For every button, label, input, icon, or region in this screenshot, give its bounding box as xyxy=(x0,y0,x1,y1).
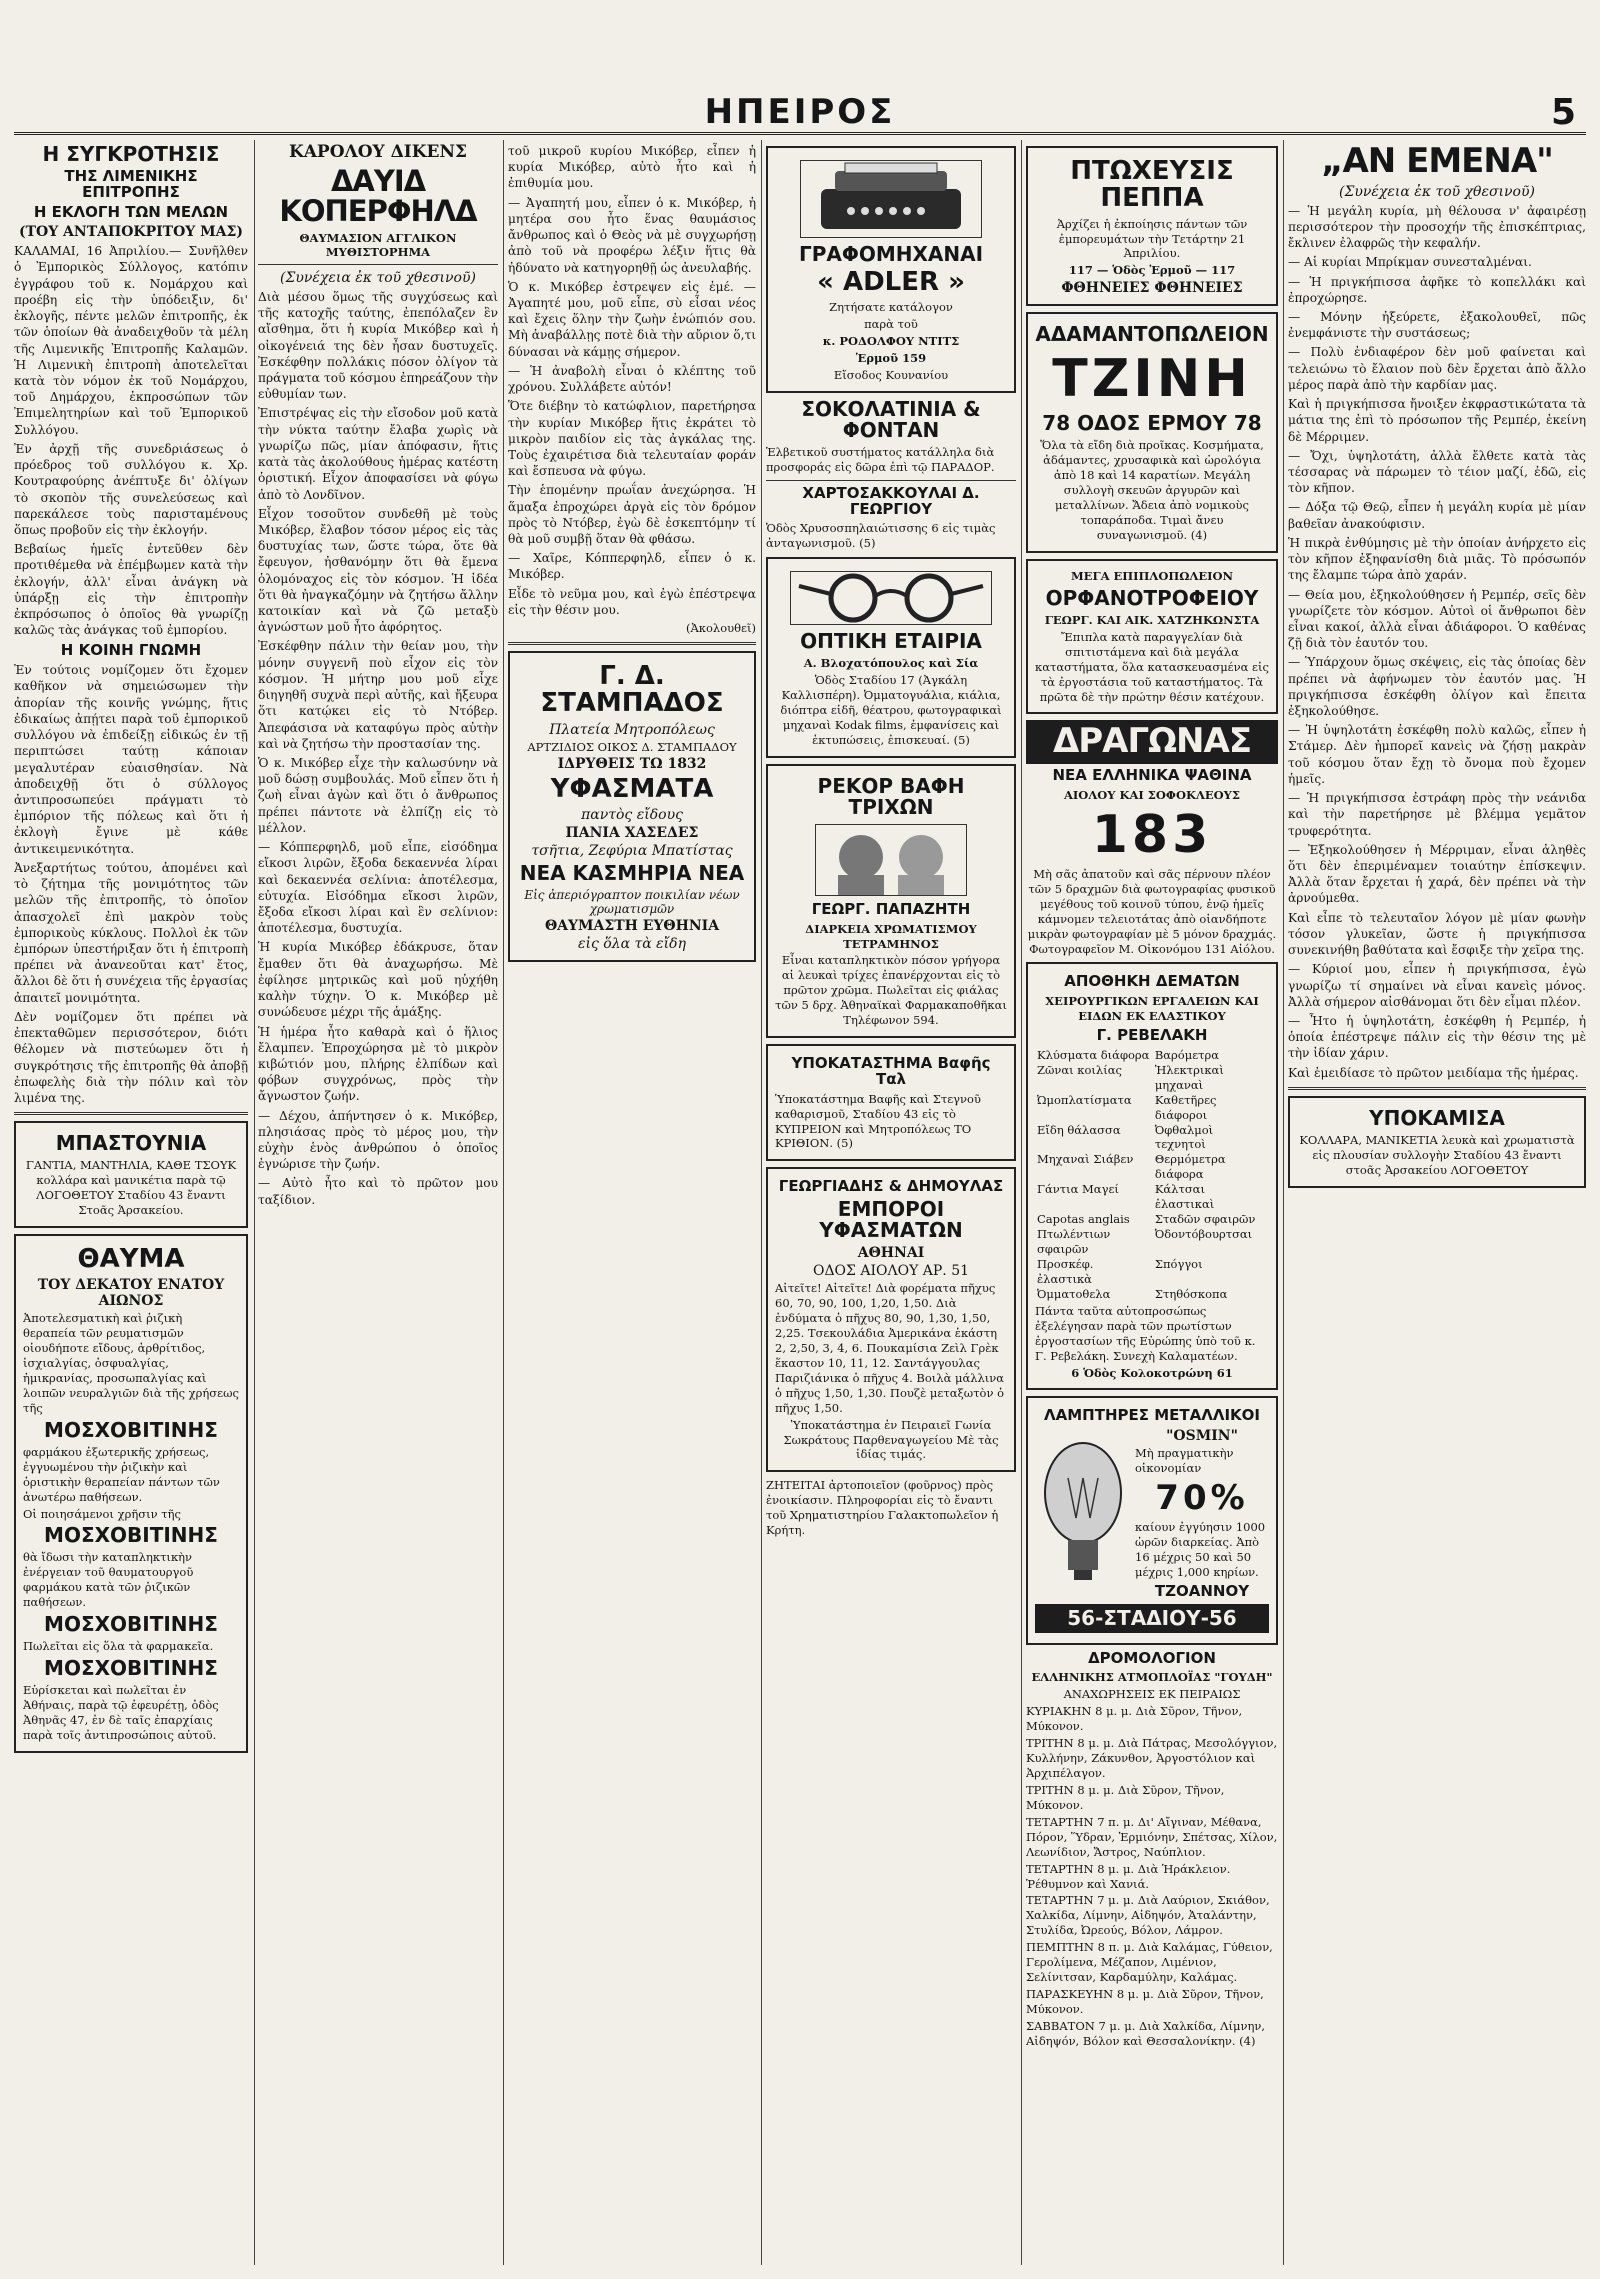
product-item: Θερμόμετρα διάφορα xyxy=(1154,1152,1226,1182)
article-paragraph: Ἀνεξαρτήτως τούτου, ἀπομένει καὶ τὸ ζήτημα τῆς μονιμότητος τῶν μελῶν τῆς ἐπιτροπῆς, τὸ ὁποῖον ἀπασχολεῖ ἐπὶ μακρὸν τοὺς ἐμπορικοὺς κύκλους. Πολλοὶ ἐκ τῶν ἐμπόρων ὑπεστήριξαν ὅτι ἡ ἐπιτροπὴ πρέπει νὰ ἀνανεοῦται κατ' ἔτος, ἄλλοι δὲ ὅτι ἡ συνέχεια τῆς ἐργασίας ἀπαιτεῖ μονιμότητα. xyxy=(14,860,248,1005)
product-row xyxy=(1035,1123,1269,1153)
product-row xyxy=(1035,1227,1269,1257)
product-item: Κλύσματα διάφορα xyxy=(1037,1047,1150,1062)
article-paragraph: — Αἱ κυρίαι Μπρίκμαν συνεσταλμέναι. xyxy=(1288,255,1532,270)
product-item: Ὀφθαλμοὶ τεχνητοὶ xyxy=(1154,1122,1214,1152)
ad-subtitle: Α. Βλοχατόπουλος καὶ Σία xyxy=(803,656,979,671)
column-5 xyxy=(1026,140,1278,2265)
product-row xyxy=(1035,1212,1269,1227)
ad-text: Πωλεῖται εἰς ὅλα τὰ φαρμακεῖα. xyxy=(23,1639,214,1654)
timetable-entry: ΠΕΜΠΤΗΝ 8 π. μ. Διὰ Καλάμας, Γύθειον, Γερολίμενα, Μέζαπον, Λιμένιον, Σελίνιτσαν, Καρδαμύλην, Καλάμας. xyxy=(1026,1940,1273,1985)
product-item: Ζῶναι κοιλίας xyxy=(1037,1062,1122,1077)
advertisement xyxy=(1026,559,1278,715)
ad-text: εἰς ὅλα τὰ εἴδη xyxy=(578,935,686,952)
column-1 xyxy=(14,140,248,2265)
ad-title: ΑΠΟΘΗΚΗ ΔΕΜΑΤΩΝ xyxy=(1064,972,1240,991)
ad-title: ΥΠΟΚΑΤΑΣΤΗΜΑ Βαφῆς Ταλ xyxy=(791,1054,991,1088)
product-item: Εἴδη θάλασσα xyxy=(1037,1122,1121,1137)
ad-title: ΜΠΑΣΤΟΥΝΙΑ xyxy=(55,1131,207,1156)
article-subheadline: ΤΗΣ ΛΙΜΕΝΙΚΗΣ ΕΠΙΤΡΟΠΗΣ xyxy=(64,167,198,201)
ad-text: φαρμάκου ἐξωτερικῆς χρήσεως, ἐγγυωμένου τὴν ῥιζικὴν καὶ ὁριστικὴν θεραπείαν πάντων τῶν ἀνωτέρω παθήσεων. xyxy=(23,1444,220,1504)
ad-text: Ὑποκατάστημα ἐν Πειραιεῖ Γωνία Σωκράτους Παρθεναγωγείου Μὲ τὰς ἰδίας τιμάς. xyxy=(783,1417,999,1462)
article-paragraph: — Χαῖρε, Κόππερφηλδ, εἶπεν ὁ κ. Μικόβερ. xyxy=(508,551,756,582)
ad-title: ΓΡΑΦΟΜΗΧΑΝΑΙ xyxy=(798,242,984,266)
ad-title: ΟΠΤΙΚΗ ΕΤΑΙΡΙΑ xyxy=(800,629,982,654)
article-paragraph: — Αὐτὸ ἦτο καὶ τὸ πρῶτον μου ταξίδιον. xyxy=(258,1176,498,1207)
ad-title: ΛΑΜΠΤΗΡΕΣ ΜΕΤΑΛΛΙΚΟΙ xyxy=(1044,1406,1260,1425)
ad-brand: Γ. ΡΕΒΕΛΑΚΗ xyxy=(1096,1026,1208,1045)
article-paragraph: Καὶ εἶπε τὸ τελευταῖον λόγον μὲ μίαν φωνὴν τόσον γλυκεῖαν, ὥστε ἡ πριγκήπισσα συνεκινήθη βαθύτατα καὶ ἔσφιξε τὴν χεῖρα της. xyxy=(1288,910,1586,958)
article-paragraph: — Ἡ πριγκήπισσα ἐστράφη πρὸς τὴν νεάνιδα καὶ τὴν παρετήρησε μὲ βλέμμα γεμᾶτον τρυφερότητα. xyxy=(1288,791,1586,838)
article-paragraph: — Δόξα τῷ Θεῷ, εἶπεν ἡ μεγάλη κυρία μὲ μίαν βαθεῖαν ἀνακούφισιν. xyxy=(1288,500,1586,531)
product-row xyxy=(1035,1063,1269,1093)
byline: (ΤΟΥ ΑΝΤΑΠΟΚΡΙΤΟΥ ΜΑΣ) xyxy=(18,224,244,241)
article-paragraph: Ἡ κυρία Μικόβερ ἐδάκρυσε, ὅταν ἔμαθεν ὅτι θὰ ἀναχωρήσω. Μὲ ἐφίλησε μητρικῶς καὶ μοῦ ηὐχήθη καλὴν τύχην. Ὁ κ. Μικόβερ μὲ συνώδευσε μέχρι τῆς ἁμάξης. xyxy=(258,940,498,1020)
article-paragraph: τοῦ μικροῦ κυρίου Μικόβερ, εἶπεν ἡ κυρία Μικόβερ, αὐτὸ ἦτο καὶ ἡ ἐπιθυμία μου. xyxy=(508,144,756,191)
ad-text: Ἑλβετικοῦ συστήματος κατάλληλα διὰ προσφοράς εἰς δῶρα ἐπὶ τῷ ΠΑΡΑΔΟΡ. xyxy=(766,444,995,474)
ad-text: ΠΑΝΙΑ ΧΑΣΕΔΕΣ xyxy=(565,824,699,841)
article-paragraph: — Ἀγαπητή μου, εἶπεν ὁ κ. Μικόβερ, ἡ μητέρα σου ἦτο ἕνας θαυμάσιος ἄνθρωπος καὶ ὁ Θεὸς νὰ μὲ συγχωρήσῃ ἀπὸ τοῦ νὰ προφέρω λέξιν ἥτις θὰ ἠδύνατο νὰ κατηγορηθῇ ὡς ἀνευλαβής. xyxy=(508,195,756,275)
ad-text: Ὅλα τὰ εἴδη διὰ προῖκας. Κοσμήματα, ἀδάμαντες, χρυσαφικὰ καὶ ὡρολόγια ἀπὸ 18 καὶ 14 καρατίων. Μεγάλη συλλογὴ σκευῶν ἀργυρῶν καὶ μεταλλίνων. Ἄδεια ἀπὸ νομικοὺς τοπαράποδα. Τιμαὶ ἄνευ συναγωνισμοῦ. (4) xyxy=(1040,438,1264,542)
ad-subtitle: ΧΕΙΡΟΥΡΓΙΚΩΝ ΕΡΓΑΛΕΙΩΝ ΚΑΙ ΕΙΔΩΝ ΕΚ ΕΛΑΣΤΙΚΟΥ xyxy=(1045,994,1259,1024)
advertisement xyxy=(766,764,1016,1038)
product-item: Πτωλέντιων σφαιρῶν xyxy=(1037,1227,1111,1257)
ad-subtitle: ΝΕΑ ΕΛΛΗΝΙΚΑ ΨΑΘΙΝΑ xyxy=(1052,766,1252,785)
section-heading: Η ΚΟΙΝΗ ΓΝΩΜΗ xyxy=(60,640,202,659)
ad-text: ΟΔΟΣ ΑΙΟΛΟΥ ΑΡ. 51 xyxy=(812,1263,970,1280)
article-paragraph: ΚΑΛΑΜΑΙ, 16 Ἀπριλίου.— Συνῆλθεν ὁ Ἐμπορικὸς Σύλλογος, κατόπιν ἐγγράφου τοῦ κ. Νομάρχου καὶ προέβη εἰς τὴν ὑπόδειξιν, δι' ἐκλογῆς, πέντε μελῶν ἐπιτροπῆς, ἐκ τῶν ὁποίων θὰ ἀναδειχθοῦν τὰ μέλη τῆς Λιμενικῆς Ἐπιτροπῆς Καλαμῶν. Ἡ Λιμενικὴ ἐπιτροπὴ ἀποτελεῖται κατὰ τὸν νόμον ἐκ τοῦ Νομάρχου, τοῦ Δημάρχου, ἐκπροσώπων τῶν Ἐπιμελητηρίων καὶ τοῦ Ἐμπορικοῦ Συλλόγου. xyxy=(14,244,248,437)
ad-text: Ἑρμοῦ 159 xyxy=(855,351,927,366)
article-paragraph: — Ἡ μεγάλη κυρία, μὴ θέλουσα ν' ἀφαιρέσῃ περισσότερον τὴν προσοχήν τῆς ἐπισκέπτριας, ἔκλινεν ἐλαφρῶς τὴν κεφαλήν. xyxy=(1288,203,1586,251)
product-item: Μηχαναὶ Σιάβεν xyxy=(1037,1152,1134,1167)
ad-subtitle: ΔΙΑΡΚΕΙΑ ΧΡΩΜΑΤΙΣΜΟΥ ΤΕΤΡΑΜΗΝΟΣ xyxy=(805,921,977,951)
ad-brand: ΜΟΣΧΟΒΙΤΙΝΗΣ xyxy=(44,1523,218,1548)
ad-text: Ἀρχίζει ἡ ἐκποίησις πάντων τῶν ἐμπορευμάτων τὴν Τετάρτην 21 Ἀπριλίου. xyxy=(1056,216,1248,261)
article-paragraph: Βεβαίως ἡμεῖς ἐντεῦθεν δὲν προτιθέμεθα νὰ ἐπέμβωμεν κατὰ τὴν ἐκλογήν, ἀλλ' εἶναι ἀνάγκη νὰ ὑπάρξῃ εἰς τὴν ἐπιτροπὴν ἐκπρόσωπος ὁ ὁποῖος θὰ γνωρίζῃ καλῶς τὰς ἀνάγκας τοῦ ἐμπορίου. xyxy=(14,542,248,638)
ad-text: ΓΑΝΤΙΑ, ΜΑΝΤΗΛΙΑ, ΚΑΘΕ ΤΣΟΥΚ κολλάρα καὶ μανικέτια παρὰ τῷ ΛΟΓΟΘΕΤΟΥ Σταδίου 43 ἔναντι Στοᾶς Ἀρσακείου. xyxy=(25,1158,237,1217)
ad-text: Ὁδὸς Σταδίου 17 (Ἀγκάλη Καλλισπέρη). Ὀμματογυάλια, κιάλια, διόπτρα εἰδῆ, θέατρου, φωτογραφικαὶ μηχαναὶ Kodak films, ἐμφανίσεις καὶ ἐκτυπώσεις, ἐπισκευαί. (5) xyxy=(780,673,1002,747)
ad-percentage: 70% xyxy=(1155,1478,1249,1519)
column-6 xyxy=(1288,140,1586,2265)
serial-title: „ΑΝ ΕΜΕΝΑ" xyxy=(1321,141,1553,181)
ad-text: Εἴσοδος Κουνανίου xyxy=(833,368,949,383)
advertisement xyxy=(1026,1396,1278,1644)
newspaper-title: ΗΠΕΙΡΟΣ xyxy=(704,92,896,132)
article-paragraph: Ἐν ἀρχῇ τῆς συνεδριάσεως ὁ πρόεδρος τοῦ συλλόγου κ. Χρ. Κουτραφούρης ἀνέπτυξε δι' ὀλίγων τὸ σκοπὸν τῆς συνελεύσεως καὶ παρεκάλεσε τοὺς παρισταμένους ὅπως προβοῦν εἰς τὴν ἐκλογήν. xyxy=(14,441,248,537)
ad-shop-name: ΤΖΟΑΝΝΟΥ xyxy=(1154,1581,1250,1600)
continuation-note: (Συνέχεια ἐκ τοῦ χθεσινοῦ) xyxy=(1339,183,1535,200)
article-paragraph: Τὴν ἑπομένην πρωΐαν ἀνεχώρησα. Ἡ ἅμαξα ἐπροχώρει ἀργὰ εἰς τὸν δρόμον πρὸς τὸ Ντόβερ, ἐγὼ δὲ ἐσκεπτόμην τί θὰ μοῦ συμβῇ ὅταν θὰ φθάσω. xyxy=(508,483,756,547)
article-paragraph: — Ὑπάρχουν ὅμως σκέψεις, εἰς τὰς ὁποίας δὲν πρέπει νὰ ἀφήνωμεν τὸν ἑαυτόν μας. Ἡ πριγκήπισσα ἐσκέφθη ὀλίγον καὶ ἔπειτα ἐξηκολούθησε. xyxy=(1288,655,1586,719)
product-row xyxy=(1035,1257,1269,1287)
article-paragraph: Ὅτε διέβην τὸ κατώφλιον, παρετήρησα τὴν κυρίαν Μικόβερ ἥτις ἐκράτει τὸ μικρὸν παιδίον εἰς τὰς ἀγκάλας της. Τοὺς ἐχαιρέτισα διὰ τελευταίαν φοράν καὶ ἔσπευσα νὰ φύγω. xyxy=(508,399,756,479)
advertisement xyxy=(766,146,1016,393)
ad-text: Οἱ ποιησάμενοι χρῆσιν τῆς xyxy=(23,1506,181,1521)
ad-brand: ΜΟΣΧΟΒΙΤΙΝΗΣ xyxy=(44,1417,218,1442)
timetable-entry: ΤΕΤΑΡΤΗΝ 8 μ. μ. Διὰ Ἡράκλειον. Ῥέθυμνον καὶ Χανιά. xyxy=(1026,1861,1231,1891)
product-item: Ὀμματοθελα xyxy=(1037,1286,1111,1301)
ad-headline: ΝΕΑ ΚΑΣΜΗΡΙΑ ΝΕΑ xyxy=(519,860,745,885)
timetable-entry: ΣΑΒΒΑΤΟΝ 7 μ. μ. Διὰ Χαλκίδα, Λίμνην, Αἰδηψόν, Βόλον καὶ Θεσσαλονίκην. (4) xyxy=(1026,2018,1265,2048)
ad-text: παντὸς εἴδους xyxy=(581,806,683,823)
ad-address: 117 — Ὁδὸς Ἑρμοῦ — 117 xyxy=(1068,263,1236,278)
page-number: 5 xyxy=(1550,92,1576,133)
timetable-entry: ΤΕΤΑΡΤΗΝ 7 μ. μ. Διὰ Λαύριον, Σκιάθον, Χαλκίδα, Λίμνην, Αἰδηψόν, Ἀταλάντην, Στυλίδα, Ὠρεούς, Βόλον, Λάμρον. xyxy=(1026,1893,1270,1938)
ad-text: Εἰς ἀπεριόγραπτον ποικιλίαν νέων χρωματισμῶν xyxy=(524,887,740,916)
ad-title: ΔΡΑΓΩΝΑΣ xyxy=(1026,720,1278,764)
serial-title: ΔΑΥΙΔ ΚΟΠΕΡΦΗΛΔ xyxy=(279,164,477,229)
product-item: Προσκέφ. ἐλαστικὰ xyxy=(1037,1256,1094,1286)
ad-text: Πάντα ταῦτα αὐτοπροσώπως ἐξελέγησαν παρὰ τῶν πρωτίστων ἐργοστασίων τῆς Εὐρώπης ὑπὸ τοῦ κ. Γ. Ρεβελάκη. Συνεχὴ Καλαματέων. xyxy=(1035,1303,1256,1363)
product-item: Σταδῶν σφαιρῶν xyxy=(1154,1212,1256,1227)
product-item: Βαρόμετρα xyxy=(1154,1047,1220,1062)
typewriter-illustration xyxy=(800,160,982,238)
product-row xyxy=(1035,1287,1269,1302)
serial-subtitle: ΘΑΥΜΑΣΙΟΝ ΑΓΓΛΙΚΟΝ ΜΥΘΙΣΤΟΡΗΜΑ xyxy=(299,230,457,259)
advertisement xyxy=(766,1044,1016,1161)
ad-title: ΘΑΥΜΑ xyxy=(77,1243,185,1274)
ad-text: ΘΑΥΜΑΣΤΗ ΕΥΘΗΝΙΑ xyxy=(544,917,720,934)
advertisement xyxy=(766,1167,1016,1472)
product-row xyxy=(1035,1048,1269,1063)
ad-title: ΑΔΑΜΑΝΤΟΠΩΛΕΙΟΝ xyxy=(1035,322,1269,347)
advertisement xyxy=(1026,146,1278,306)
ad-text: Ἀποτελεσματικὴ καὶ ῥιζικὴ θεραπεία τῶν ρευματισμῶν οἱουδήποτε εἴδους, ἀρθρίτιδος, ἰσχιαλγίας, ὀσφυαλγίας, ἡμικρανίας, προσωπαλγίας καὶ λοιπῶν νευραλγιῶν διὰ τῆς χρήσεως τῆς xyxy=(23,1311,239,1415)
ad-address: 6 Ὁδὸς Κολοκοτρώνη 61 xyxy=(1071,1365,1233,1380)
continuation-note: (Ἀκολουθεῖ) xyxy=(686,621,756,636)
article-paragraph: — Ὄχι, ὑψηλοτάτη, ἀλλὰ ἔλθετε κατὰ τὰς τέσσαρας νὰ πάρωμεν τὸ τέιον μαζί, ἐδῶ, εἰς τὸν κῆπον. xyxy=(1288,448,1586,496)
ad-address: ΑΙΟΛΟΥ ΚΑΙ ΣΟΦΟΚΛΕΟΥΣ xyxy=(1064,787,1240,802)
product-item: Ὠμοπλατίσματα xyxy=(1037,1092,1132,1107)
ad-title: ΥΠΟΚΑΜΙΣΑ xyxy=(1369,1105,1505,1130)
ad-text: Μὴ σᾶς ἀπατοῦν καὶ σᾶς πέρνουν πλέον τῶν 5 δραχμῶν διὰ φωτογραφίας φυσικοῦ μεγέθους τοῦ κοινοῦ τύπου, ἐνῷ ἡμεῖς κάμνομεν τελειοτάτας ἀπὸ οἱανδήποτε μικρὰν φωτογραφίαν μὲ 5 μόνον δραχμάς. Φωτογραφεῖον Μ. Οἰκονόμου 131 Αἰόλου. xyxy=(1027,866,1277,956)
article-paragraph: Καὶ ἡ πριγκήπισσα ἤνοιξεν ἐκφραστικώτατα τὰ μάτια της ἐπὶ τὸ πρόσωπον τῆς Ρεμπέρ, ἐκείνη δὲ Μέρριμεν. xyxy=(1288,397,1586,444)
portrait-illustration xyxy=(815,824,967,896)
ad-address: 78 ΟΔΟΣ ΕΡΜΟΥ 78 xyxy=(1042,411,1262,436)
article-paragraph: — Ἡ πριγκήπισσα ἀφῆκε τὸ κοπελλάκι καὶ ἐπροχώρησε. xyxy=(1288,274,1586,305)
article-paragraph: — Κόππερφηλδ, μοῦ εἶπε, εἰσόδημα εἴκοσι λιρῶν, ἔξοδα δεκαεννέα λίραι καὶ δεκαεννέα σελίνια: ἀποτέλεσμα, εὐτυχία. Εἰσόδημα εἴκοσι λιρῶν, ἔξοδα εἴκοσι λίραι καὶ ἓν σελίνιον: ἀποτέλεσμα, δυστυχία. xyxy=(258,840,498,936)
article-paragraph: Ἐν τούτοις νομίζομεν ὅτι ἔχομεν καθῆκον νὰ σημειώσωμεν τὴν ἀπορίαν τῆς κοινῆς γνώμης, ἥτις ἐδικαίως ἀπῄτει παρὰ τοῦ ἐμπορικοῦ συλλόγου νὰ ἐπιδείξῃ εἰδικώς ἐν τῇ περιπτώσει ταύτῃ κάποιαν μεγαλυτέραν εὐαισθησίαν. Νὰ ἀποδειχθῇ ὅτι ὁ σύλλογος ἀντιπροσωπεύει πράγματι τὸ ἐμπόριον τῆς πόλεως καὶ ὅτι ἡ ἐκλογὴ ἔγινε μὲ κάθε ἀντικειμενικότητα. xyxy=(14,663,248,856)
ad-text: καίουν ἐγγύησιν 1000 ὡρῶν διαρκείας. Ἀπὸ 16 μέχρις 50 καὶ 50 μέχρις 1,000 κηρίων. xyxy=(1135,1520,1266,1579)
article-paragraph: Ὁ κ. Μικόβερ ἐστρεψεν εἰς ἐμέ. — Ἀγαπητέ μου, μοῦ εἶπε, σὺ εἶσαι νέος καὶ ἔχεις ὅλην τὴν ζωὴν ἐνώπιόν σου. Μὴ ἀναβάλλῃς ποτὲ διὰ τὴν αὔριον ὅ,τι δύνασαι νὰ κάμῃς σήμερον. xyxy=(508,279,756,359)
timetable-entry: ΠΑΡΑΣΚΕΥΗΝ 8 μ. μ. Διὰ Σῦρον, Τῆνον, Μύκονον. xyxy=(1026,1987,1264,2017)
ad-text: Ζητήσατε κατάλογον xyxy=(829,300,953,315)
ad-text: Αἰτεῖτε! Αἰτεῖτε! Διὰ φορέματα πῆχυς 60, 70, 90, 100, 1,20, 1,50. Διὰ ἐνδύματα ὁ πῆχυς 80, 90, 1,30, 1,50, 2,25. Τσεκουλάδια Ἀμερικάνα ἑκάστη 2, 2,50, 3, 4, 6. Πουκαμίσια Ζεὶλ Γρὲκ ἕκαστον 10, 11, 12. Σαντάγγουλας Παριζιάνικα ὁ πῆχυς 4. Βοιλὰ μάλλινα ὁ πῆχυς 1,50, 1,30. Πουζὲ μεταξωτὸν ὁ πῆχυς 1,50. xyxy=(775,1281,1005,1415)
product-row xyxy=(1035,1182,1269,1212)
ad-text: Εὑρίσκεται καὶ πωλεῖται ἐν Ἀθήναις, παρὰ τῷ ἐφευρέτῃ, ὁδὸς Ἀθηνᾶς 47, ἐν δὲ ταῖς ἐπαρχίαις παρὰ τοῖς ἀντιπροσώποις αὐτοῦ. xyxy=(23,1683,219,1742)
product-item: Καθετῆρες διάφοροι xyxy=(1154,1092,1217,1122)
column-4 xyxy=(766,140,1016,2265)
article-paragraph: — Μόνην ἠξεύρετε, ἐξακολουθεῖ, πῶς ἐνεμφάνιστε τὴν συστάσεως; xyxy=(1288,310,1586,341)
ad-text: Ὑποκατάστημα Βαφῆς καὶ Στεγνοῦ καθαρισμοῦ, Σταδίου 43 εἰς τὸ ΚΥΠΡΕΙΟΝ καὶ Μητροπόλεως ΤΟ ΚΡΙΘΙΟΝ. (5) xyxy=(775,1091,981,1151)
ad-text: ΑΡΤΖΙΔΙΟΣ ΟΙΚΟΣ Δ. ΣΤΑΜΠΑΔΟΥ xyxy=(527,739,737,754)
product-row xyxy=(1035,1152,1269,1182)
ad-brand: ΟΡΦΑΝΟΤΡΟΦΕΙΟΥ xyxy=(1045,585,1259,610)
classified-text: ΖΗΤΕΙΤΑΙ ἀρτοποιεῖον (φοῦρνος) πρὸς ἐνοικίασιν. Πληροφορίαι εἰς τὸ ἔναντι τοῦ Χρηματιστηρίου Γαλακτοπωλεῖον ἡ Κρήτη. xyxy=(766,1478,999,1538)
ad-number: 183 xyxy=(1091,804,1213,865)
spectacles-illustration xyxy=(790,571,992,625)
timetable-subtitle: ΑΝΑΧΩΡΗΣΕΙΣ ΕΚ ΠΕΙΡΑΙΩΣ xyxy=(1063,1687,1241,1702)
ad-title: ΧΑΡΤΟΣΑΚΚΟΥΛΑΙ Δ. ΓΕΩΡΓΙΟΥ xyxy=(802,483,980,518)
ad-headline: ΥΦΑΣΜΑΤΑ xyxy=(550,773,714,804)
ad-text: Εἶναι καταπληκτικὸν πόσον γρήγορα αἱ λευκαὶ τρίχες ἐπανέρχονται εἰς τὸ πρῶτον χρῶμα. Πωλεῖται εἰς φιάλας τῶν 5 δρχ. Ἀθηναϊκαὶ Φαρμακαποθῆκαι Τηλέφωνον 594. xyxy=(775,953,1007,1028)
article-paragraph: — Ἐξηκολούθησεν ἡ Μέρριμαν, εἶναι ἀληθὲς ὅτι δὲν ἐπεριμέναμεν τοιαύτην ἐπίσκεψιν. Ἀλλὰ ὅταν ἔρχεται ἡ χαρά, δὲν πρέπει νὰ τὴν ἀρνούμεθα. xyxy=(1288,842,1586,906)
article-subheadline: Η ΕΚΛΟΓΗ ΤΩΝ ΜΕΛΩΝ xyxy=(33,202,229,221)
advertisement xyxy=(1288,1096,1586,1188)
ad-brand: ΜΟΣΧΟΒΙΤΙΝΗΣ xyxy=(44,1612,218,1637)
ad-text: τσῆτια, Ζεφύρια Μπατίστας xyxy=(531,842,733,859)
ad-brand: "OSMIN" xyxy=(1166,1428,1238,1445)
advertisement xyxy=(1026,720,1278,956)
product-row xyxy=(1035,1093,1269,1123)
advertisement xyxy=(14,1234,248,1753)
timetable-entry: ΤΕΤΑΡΤΗΝ 7 π. μ. Δι' Αἴγιναν, Μέθανα, Πόρον, Ὕδραν, Ἐρμιόνην, Σπέτσας, Χίλον, Λεωνίδιον, Ἄστρος, Ναύπλιον. xyxy=(1026,1814,1278,1859)
article-paragraph: — Ἡ ἀναβολὴ εἶναι ὁ κλέπτης τοῦ χρόνου. Συλλάβετε αὐτόν! xyxy=(508,363,756,395)
ad-title: ΡΕΚΟΡ ΒΑΦΗ ΤΡΙΧΩΝ xyxy=(817,773,965,819)
ad-text: ΙΔΡΥΘΕΙΣ ΤΩ 1832 xyxy=(557,755,707,772)
column-2 xyxy=(258,140,498,2265)
product-item: Σπόγγοι xyxy=(1154,1256,1203,1271)
article-paragraph: — Δέχου, ἀπήντησεν ὁ κ. Μικόβερ, πλησιάσας πρὸς τὸ μέρος μου, τὴν εὐχὴν ἑνὸς ἀνθρώπου ὁ ὁποῖος ἐγνώρισε τὴν ζωήν. xyxy=(258,1108,498,1172)
shipping-timetable xyxy=(1026,1648,1278,2049)
serial-author: ΚΑΡΟΛΟΥ ΔΙΚΕΝΣ xyxy=(288,142,468,162)
article-paragraph: Καὶ ἐμειδίασε τὸ πρῶτον μειδίαμα τῆς ἡμέρας. xyxy=(1288,1065,1579,1080)
ad-text: Ἔπιπλα κατὰ παραγγελίαν διὰ σπιτιστάμενα καὶ διὰ μεγάλα καταστήματα, ὅλα κατασκευασμένα εἰς τὰ ἐργοστάσια τοῦ καταστήματος. Τὰ πρῶτα δὲ τὴν πρώτην θέσιν κατέχουν. xyxy=(1035,629,1269,704)
product-item: Γάντια Μαγεί xyxy=(1037,1182,1119,1197)
article-paragraph: Ἡ ἡμέρα ἦτο καθαρὰ καὶ ὁ ἥλιος ἔλαμπεν. Ἐπροχώρησα μὲ τὸ μικρὸν κιβώτιόν μου, πλήρης ἐλπίδων καὶ φόβων συγχρόνως, πρὸς τὴν ἄγνωστον ζωήν. xyxy=(258,1024,498,1104)
article-paragraph: — Κύριοί μου, εἶπεν ἡ πριγκήπισσα, ἐγὼ γνωρίζω τί σημαίνει νὰ εἶναι κανεὶς μόνος. Ἀλλὰ σήμερον αἰσθάνομαι ὅτι δὲν εἶμαι πλέον. xyxy=(1288,962,1586,1009)
timetable-title: ΔΡΟΜΟΛΟΓΙΟΝ xyxy=(1088,1648,1216,1667)
ad-title: ΣΟΚΟΛΑΤΙΝΙΑ & ΦΟΝΤΑΝ xyxy=(801,396,981,442)
timetable-entry: ΚΥΡΙΑΚΗΝ 8 μ. μ. Διὰ Σῦρον, Τῆνον, Μύκονον. xyxy=(1026,1704,1243,1734)
product-item: Κάλτσαι ἐλαστικαὶ xyxy=(1154,1182,1215,1212)
article-paragraph: Ἐσκέφθην πάλιν τὴν θείαν μου, τὴν μόνην συγγενῆ ποὺ εἶχον εἰς τὸν κόσμον. Ἡ μήτηρ μου μοῦ εἶχε διηγηθῆ συχνὰ περὶ αὐτῆς, καὶ ἤξευρα ὅτι κατῴκει εἰς τὸ Ντόβερ. Ἀπεφάσισα νὰ καταφύγω πρὸς αὐτὴν καὶ νὰ ζητήσω τὴν προστασίαν της. xyxy=(258,639,498,751)
ad-subtitle: ΓΕΩΡΓ. ΚΑΙ ΑΙΚ. ΧΑΤΖΗΚΩΝΣΤΑ xyxy=(1044,612,1260,627)
advertisement xyxy=(1026,312,1278,553)
article-paragraph: Δὲν νομίζομεν ὅτι πρέπει νὰ ἐπεκταθῶμεν περισσότερον, διότι θέλομεν νὰ πιστεύωμεν ὅτι ἡ συγκρότησις τῆς ἐπιτροπῆς θὰ ἀποβῇ ἐπωφελὴς διὰ τὴν πόλιν καὶ τὸν λιμένα της. xyxy=(14,1009,248,1105)
article-paragraph: — Πολὺ ἐνδιαφέρον δὲν μοῦ φαίνεται καὶ τελειώνω τὸ ἔλαιον ποὺ δὲν ἔρχεται ἀπὸ ἄλλο μέρος παρὰ ἀπὸ τὴν καρδίαν μας. xyxy=(1288,345,1586,392)
ad-title: ΓΕΩΡΓΙΑΔΗΣ & ΔΗΜΟΥΛΑΣ xyxy=(778,1177,1004,1196)
ad-subtitle: ΤΟΥ ΔΕΚΑΤΟΥ ΕΝΑΤΟΥ ΑΙΩΝΟΣ xyxy=(37,1277,225,1310)
ad-text: θὰ ἴδωσι τὴν καταπληκτικὴν ἐνέργειαν τοῦ θαυματουργοῦ φαρμάκου κατὰ τῶν ῥιζικῶν παθήσεων. xyxy=(23,1550,194,1610)
article-paragraph: — Ἦτο ἡ ὑψηλοτάτη, ἐσκέφθη ἡ Ρεμπέρ, ἡ ὁποία ἐπέστρεψε πάλιν εἰς τὴν θέσιν της μὲ τὴν ἰδίαν χάριν. xyxy=(1288,1013,1586,1061)
article-paragraph: Ἐπιστρέψας εἰς τὴν εἴσοδον μοῦ κατὰ τὴν νύκτα ταύτην ἔλαβα χωρὶς νὰ γνωρίζω πῶς, μίαν ἀπόφασιν, ἥτις κατὰ τὰς ἀκολούθους ἡμέρας κατέστη ὁριστική. Εἶχον ἀποφασίσει νὰ φύγω ἀπὸ τὸ Λονδῖνον. xyxy=(258,406,498,502)
advertisement xyxy=(1026,962,1278,1390)
ad-brand: « ADLER » xyxy=(817,267,965,297)
advertisement xyxy=(14,1121,248,1228)
timetable-entry: ΤΡΙΤΗΝ 8 μ. μ. Διὰ Σῦρον, Τῆνον, Μύκονον. xyxy=(1026,1782,1225,1812)
advertisement xyxy=(766,557,1016,758)
ad-text: ΑΘΗΝΑΙ xyxy=(857,1245,925,1262)
ad-address: 56-ΣΤΑΔΙΟΥ-56 xyxy=(1035,1604,1269,1633)
article-paragraph: Εἶδε τὸ νεῦμα μου, καὶ ἐγὼ ἐπέστρεψα εἰς τὴν θέσιν μου. xyxy=(508,586,756,617)
article-paragraph: Εἶχον τοσοῦτον συνδεθῆ μὲ τοὺς Μικόβερ, ἔλαβον τόσον μέρος εἰς τὰς δυστυχίας των, ὥστε τώρα, ὅτε θὰ ἔφευγον, ἠσθανόμην ὅτι θὰ ἔμενα ὁλομόναχος εἰς τὸν κόσμον. Ἡ ἰδέα ὅτι θὰ ἠναγκαζόμην νὰ ζητήσω ἄλλην κατοικίαν καὶ νὰ ζῶ μεταξὺ ἀγνώστων μοῦ ἦτο ἀφόρητος. xyxy=(258,506,498,635)
ad-text: κ. ΡΟΔΟΛΦΟΥ ΝΤΙΤΣ xyxy=(822,334,960,349)
article-paragraph: Ἡ πικρὰ ἐνθύμησις μὲ τὴν ὁποίαν ἀνήρχετο εἰς τὸν κῆπον ἐξηφανίσθη διὰ μιᾶς. Τὸ πρόσωπόν της ἔλαμπε τώρα ἀπὸ χαράν. xyxy=(1288,535,1586,583)
product-item: Ἠλεκτρικαὶ μηχαναὶ xyxy=(1154,1062,1224,1092)
product-item: Ὀδοντόβουρτσαι xyxy=(1154,1227,1253,1242)
ad-brand: ΜΟΣΧΟΒΙΤΙΝΗΣ xyxy=(44,1656,218,1681)
ad-text: ΚΟΛΛΑΡΑ, ΜΑΝΙΚΕΤΙΑ λευκὰ καὶ χρωματιστὰ εἰς πλουσίαν συλλογὴν Σταδίου 43 ἔναντι στοᾶς Ἀρσακείου ΛΟΓΟΘΕΤΟΥ xyxy=(1299,1132,1575,1177)
product-item: Capotas anglais xyxy=(1037,1212,1130,1227)
lightbulb-illustration xyxy=(1038,1438,1128,1588)
timetable-subtitle: ΕΛΛΗΝΙΚΗΣ ΑΤΜΟΠΛΟΪΑΣ "ΓΟΥΔΗ" xyxy=(1031,1670,1273,1685)
ad-text: παρὰ τοῦ xyxy=(864,317,918,332)
ad-brand: Γ. Δ. ΣΤΑΜΠΑΔΟΣ xyxy=(540,661,724,719)
article-headline: Η ΣΥΓΚΡΟΤΗΣΙΣ xyxy=(42,142,220,166)
product-list xyxy=(1035,1048,1269,1302)
timetable-entry: ΤΡΙΤΗΝ 8 μ. μ. Διὰ Πάτρας, Μεσολόγγιον, Κυλλήνην, Ζάκυνθον, Ἀργοστόλιον καὶ Ἀρχιπέλαγον. xyxy=(1026,1736,1278,1780)
page-columns xyxy=(14,140,1586,2265)
continuation-note: (Συνέχεια ἐκ τοῦ χθεσινοῦ) xyxy=(280,269,476,286)
ad-subtitle: ΕΜΠΟΡΟΙ ΥΦΑΣΜΑΤΩΝ xyxy=(819,1197,963,1243)
masthead xyxy=(14,92,1586,135)
article-paragraph: Διὰ μέσου ὅμως τῆς συγχύσεως καὶ τῆς κατοχῆς ταύτης, ἐπεπόλαζεν ἓν αἴσθημα, ὅτι ἡ κυρία Μικόβερ καὶ ἡ οἰκογένειά της δὲν ἦσαν δυστυχεῖς. Ἐσκέφθην πολλάκις πόσον ὀλίγον τὰ πράγματα τοῦ κόσμου ἐπηρεάζουν τὴν εὐθυμίαν των. xyxy=(258,289,498,402)
ad-brand: ΤΖΙΝΗ xyxy=(1052,349,1252,410)
ad-title: ΜΕΓΑ ΕΠΙΠΛΟΠΩΛΕΙΟΝ xyxy=(1070,568,1234,583)
article-paragraph: — Θεία μου, ἐξηκολούθησεν ἡ Ρεμπέρ, σεῖς δὲν γνωρίζετε τὸν κόσμον. Αὐτοὶ οἱ ἄνθρωποι δὲν εἶναι κακοί, ἀλλὰ εἶναι ἀδιάφοροι. Ὁ καθένας ζῇ διὰ τὸν ἑαυτόν του. xyxy=(1288,587,1586,651)
article-paragraph: Ὁ κ. Μικόβερ εἶχε τὴν καλωσύνην νὰ μοῦ δώσῃ συμβουλάς. Μοῦ εἶπεν ὅτι ἡ ζωὴ εἶναι ἀγὼν καὶ ὅτι ὁ ἄνθρωπος πρέπει πάντοτε νὰ ἐλπίζῃ εἰς τὸ μέλλον. xyxy=(258,756,498,835)
ad-brand: ΓΕΩΡΓ. ΠΑΠΑΖΗΤΗ xyxy=(811,899,971,918)
column-3 xyxy=(508,140,756,2265)
advertisement xyxy=(508,651,756,962)
ad-text: ΦΘΗΝΕΙΕΣ ΦΘΗΝΕΙΕΣ xyxy=(1061,280,1243,297)
product-item: Στηθόσκοπα xyxy=(1154,1286,1228,1301)
ad-title: ΠΤΩΧΕΥΣΙΣ ΠΕΠΠΑ xyxy=(1070,156,1234,214)
article-paragraph: — Ἡ ὑψηλοτάτη ἐσκέφθη πολὺ καλῶς, εἶπεν ἡ Στάμερ. Δὲν ἠμπορεῖ κανεὶς νὰ ζήσῃ μακρὰν τοῦ κόσμου ὅταν ἔχῃ τὸ ὄνομα ποὺ ἔχομεν ἡμεῖς. xyxy=(1288,723,1586,786)
ad-text: Πλατεία Μητροπόλεως xyxy=(549,721,715,738)
ad-text: Ὁδὸς Χρυσοσπηλαιώτισσης 6 εἰς τιμὰς ἀνταγωνισμοῦ. (5) xyxy=(766,521,996,551)
ad-text: Μὴ πραγματικὴν οἰκονομίαν xyxy=(1135,1446,1234,1476)
